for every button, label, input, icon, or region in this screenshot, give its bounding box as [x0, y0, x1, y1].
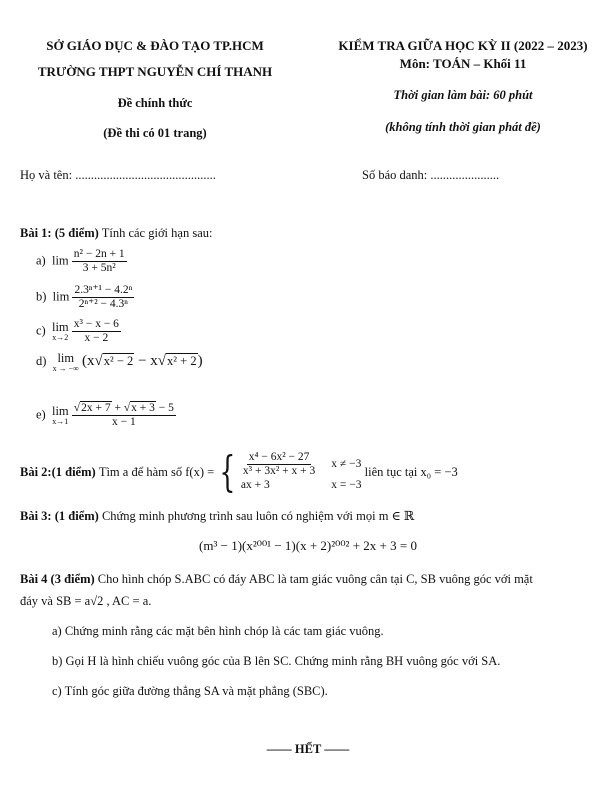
bai1-text: Tính các giới hạn sau: [101, 226, 213, 240]
student-name-field: Họ và tên: ............................................. [20, 168, 216, 182]
fraction [241, 451, 317, 478]
limit-expression: (x√x² − 2 − x√x² + 2) [82, 353, 203, 370]
exam-time-note: (không tính thời gian phát đề) [385, 120, 541, 134]
lim-subscript: x→2 [52, 332, 69, 342]
bai2-text: Tìm a để hàm số f(x) = [98, 464, 215, 479]
bai1-title: Bài 1: (5 điểm) [20, 226, 99, 240]
piecewise-system [241, 451, 362, 493]
item-label: a) [36, 253, 46, 268]
lim-block [53, 352, 79, 373]
lim-symbol: lim [57, 351, 75, 365]
bai1-item-d [36, 352, 203, 373]
end-marker: —— HẾT —— [266, 742, 350, 756]
fraction [72, 402, 176, 429]
bai2-title: Bài 2:(1 điểm) [20, 464, 96, 479]
numerator: 2.3ⁿ⁺¹ − 4.2ⁿ [72, 284, 134, 298]
fraction [72, 284, 134, 311]
item-label: e) [36, 407, 46, 422]
denominator: 3 + 5n² [82, 262, 116, 275]
bai3-text: Chứng minh phương trình sau luôn có nghiệm với mọi m ∈ ℝ [101, 509, 415, 523]
bai3-line [20, 508, 414, 524]
denominator: 2ⁿ⁺² − 4.3ⁿ [78, 298, 128, 311]
condition-1: x ≠ −3 [331, 458, 362, 471]
bai2-line [20, 446, 458, 498]
bai4-line2: đáy và SB = a√2 , AC = a. [20, 594, 152, 608]
exam-time: Thời gian làm bài: 60 phút [393, 88, 533, 102]
bai1-heading [20, 226, 212, 241]
bai1-item-c [36, 318, 121, 345]
bai4-item-b: b) Gọi H là hình chiếu vuông góc của B lên SC. Chứng minh rằng BH vuông góc với SA. [52, 654, 501, 668]
subject-line: Môn: TOÁN – Khối 11 [399, 56, 527, 71]
bai4-item-c: c) Tính góc giữa đường thẳng SA và mặt phẳng (SBC). [52, 684, 328, 698]
fraction [72, 248, 127, 275]
numerator: n² − 2n + 1 [72, 248, 127, 262]
piece-2: ax + 3 [240, 479, 270, 492]
lim-block [52, 405, 69, 426]
school-name: TRƯỜNG THPT NGUYỄN CHÍ THANH [37, 64, 273, 79]
bai3-equation: (m³ − 1)(x²⁰⁰¹ − 1)(x + 2)²⁰⁰² + 2x + 3 = 0 [199, 538, 417, 553]
denominator: x − 2 [84, 332, 109, 345]
student-id-field: Số báo danh: ...................... [362, 168, 500, 182]
condition-2: x = −3 [331, 479, 362, 492]
bai4-title: Bài 4 (3 điểm) [20, 572, 95, 586]
item-label: b) [36, 289, 47, 304]
exam-title: KIỂM TRA GIỮA HỌC KỲ II (2022 – 2023) [338, 38, 588, 53]
official-label: Đề chính thức [117, 96, 193, 110]
item-label: d) [36, 354, 47, 369]
bai4-line1 [20, 572, 533, 587]
numerator: √2x + 7 + √x + 3 − 5 [72, 402, 176, 416]
bai4-text: Cho hình chóp S.ABC có đáy ABC là tam giác vuông cân tại C, SB vuông góc với mặt [97, 572, 533, 586]
lim-symbol: lim [51, 404, 69, 419]
lim-symbol: lim [51, 253, 69, 268]
lim-block [52, 321, 69, 342]
denominator: x − 1 [111, 416, 136, 429]
bai1-item-e [36, 402, 176, 429]
bai4-item-a: a) Chứng minh rằng các mặt bên hình chóp là các tam giác vuông. [52, 624, 384, 638]
item-label: c) [36, 323, 46, 338]
lim-subscript: x → −∞ [52, 363, 79, 373]
piecewise-brace: { [219, 447, 236, 496]
bai1-item-b [36, 284, 134, 311]
denominator: x³ + 3x² + x + 3 [242, 465, 316, 478]
numerator: x⁴ − 6x² − 27 [247, 451, 312, 465]
fraction [72, 318, 121, 345]
lim-symbol: lim [51, 320, 69, 335]
bai3-title: Bài 3: (1 điểm) [20, 509, 99, 523]
page-count: (Đề thi có 01 trang) [103, 126, 207, 140]
bai1-item-a [36, 248, 127, 275]
bai2-tail: liên tục tại x₀ = −3 [364, 464, 458, 479]
numerator: x³ − x − 6 [72, 318, 121, 332]
lim-subscript: x→1 [52, 416, 69, 426]
lim-symbol: lim [52, 289, 70, 304]
department-name: SỞ GIÁO DỤC & ĐÀO TẠO TP.HCM [46, 38, 264, 53]
